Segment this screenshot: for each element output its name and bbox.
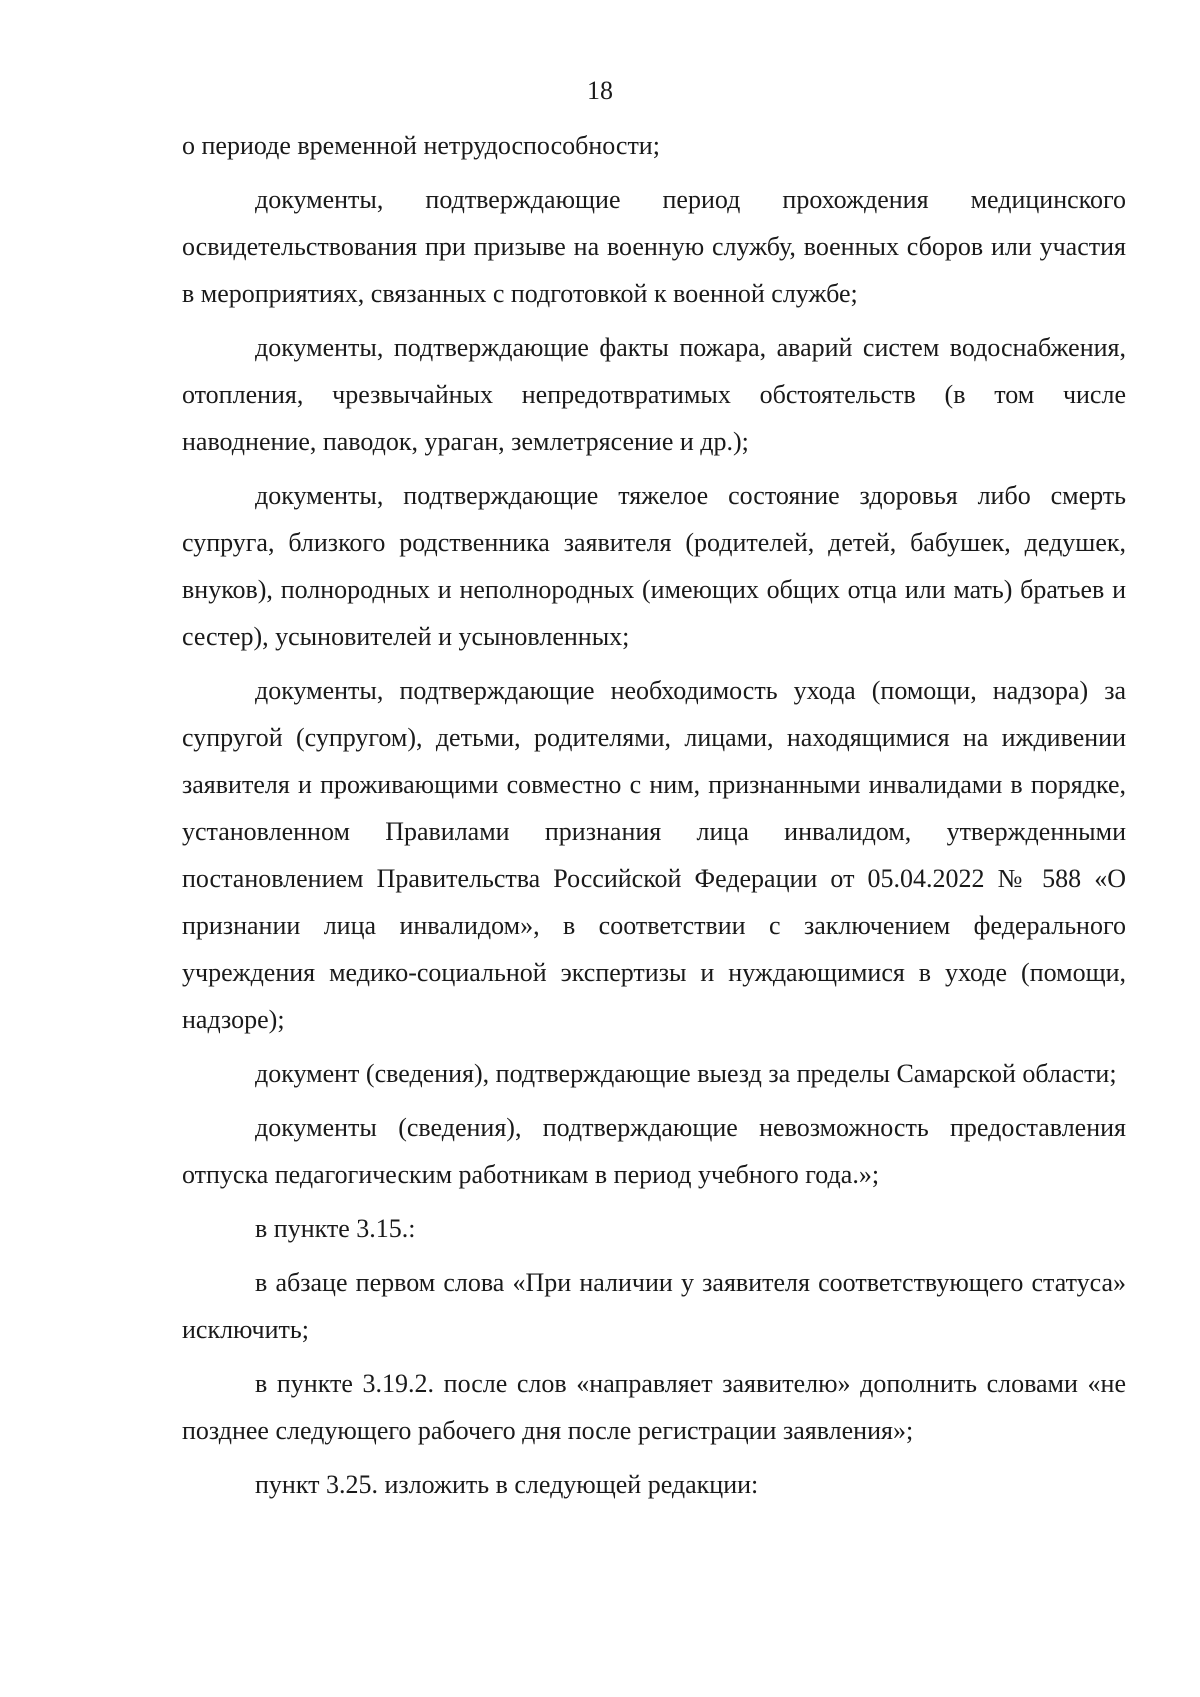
paragraph-first-subparagraph: в абзаце первом слова «При наличии у заявителя соответствующего статуса» исключить; <box>182 1268 1126 1344</box>
paragraph-clause-3-25: пункт 3.25. изложить в следующей редакции: <box>255 1470 759 1499</box>
paragraph-care-necessity-documents: документы, подтверждающие необходимость ухода (помощи, надзора) за супругой (супругом), детьми, родителями, лицами, находящимися на иждивении заявителя и проживающими совместно с ним, признанными инвалидами в порядке, установленном Правилами признания лица инвалидом, утвержденными постановлением Правительства Российской Федерации от 05.04.2022 № 588 «О признании лица инвалидом», в соответствии с заключением федерального учреждения медико-социальной экспертизы и нуждающимися в уходе (помощи, надзоре); <box>182 676 1126 1034</box>
paragraph-clause-3-15: в пункте 3.15.: <box>255 1214 416 1243</box>
document-body <box>182 122 1126 1515</box>
paragraph-health-relatives-documents: документы, подтверждающие тяжелое состояние здоровья либо смерть супруга, близкого родственника заявителя (родителей, детей, бабушек, дедушек, внуков), полнородных и неполнородных (имеющих общих отца или мать) братьев и сестер), усыновителей и усыновленных; <box>182 481 1126 651</box>
paragraph-emergency-documents: документы, подтверждающие факты пожара, аварий систем водоснабжения, отопления, чрезвычайных непредотвратимых обстоятельств (в том числе наводнение, паводок, ураган, землетрясение и др.); <box>182 333 1126 456</box>
paragraph-military-medical-documents: документы, подтверждающие период прохождения медицинского освидетельствования при призыве на военную службу, военных сборов или участия в мероприятиях, связанных с подготовкой к военной службе; <box>182 185 1126 308</box>
paragraph-continuation: о периоде временной нетрудоспособности; <box>182 131 660 160</box>
paragraph-departure-document: документ (сведения), подтверждающие выезд за пределы Самарской области; <box>255 1059 1117 1088</box>
paragraph-clause-3-19-2: в пункте 3.19.2. после слов «направляет заявителю» дополнить словами «не позднее следующего рабочего дня после регистрации заявления»; <box>182 1369 1126 1445</box>
paragraph-teacher-leave-documents: документы (сведения), подтверждающие невозможность предоставления отпуска педагогическим работникам в период учебного года.»; <box>182 1113 1126 1189</box>
page-number: 18 <box>587 76 613 105</box>
